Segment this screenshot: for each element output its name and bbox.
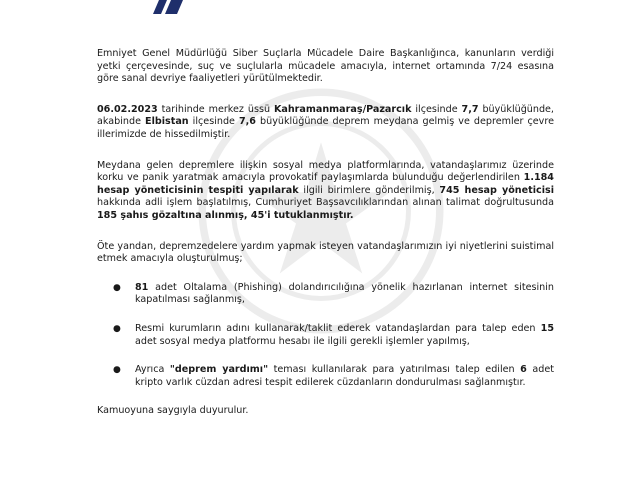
bullet-icon: ●: [113, 282, 121, 293]
press-release-body: [97, 48, 554, 418]
bullet-text: [135, 364, 554, 389]
text: Ayrıca: [135, 364, 170, 376]
earthquake-paragraph: [97, 104, 554, 142]
text: adet Oltalama (Phishing) dolandırıcılığına yönelik hazırlanan internet sitesinin kapatılması sağlanmış,: [135, 281, 554, 306]
social-media-paragraph: [97, 160, 554, 223]
text: büyüklüğünde, akabinde: [97, 103, 554, 128]
text: adet kripto varlık cüzdan adresi tespit edilerek cüzdanların dondurulması sağlanmıştır.: [135, 364, 554, 388]
text: ilgili birimlere gönderilmiş,: [298, 184, 440, 196]
bullet-icon: ●: [113, 323, 121, 334]
list-item: [97, 364, 554, 389]
bullet-icon: ●: [113, 365, 121, 376]
text: adet sosyal medya platformu hesabı ile ilgili gerekli işlemler yapılmış,: [135, 335, 470, 347]
date: 06.02.2023: [97, 103, 158, 115]
bullet-text: [135, 282, 554, 307]
bullet-text: [135, 323, 554, 348]
bold-text: "deprem yardımı": [169, 364, 269, 376]
bold-text: 1.184 hesap yöneticisinin tespiti yapılarak: [97, 172, 554, 196]
bold-text: 81: [135, 281, 149, 293]
text: büyüklüğünde deprem meydana gelmiş ve depremler çevre illerimizde de hissedilmiştir.: [97, 116, 555, 140]
text: ilçesinde: [188, 116, 239, 128]
text: Meydana gelen depremlere ilişkin sosyal medya platformlarında, vatandaşlarımız üzerinde korku ve panik yaratmak amacıyla provokatif paylaşımlarda bulunduğu değerlendirilen: [97, 159, 554, 184]
intro-paragraph: Emniyet Genel Müdürlüğü Siber Suçlarla Mücadele Daire Başkanlığınca, kanunların verdiği yetki çerçevesinde, suç ve suçlularla mücadele amacıyla, internet ortamında 7/24 esasına göre sanal devriye faaliyetleri yürütülmektedir.: [97, 48, 554, 85]
bold-text: 6: [520, 364, 527, 376]
logo-mark: [153, 0, 193, 14]
closing-line: Kamuoyuna saygıyla duyurulur.: [97, 405, 249, 417]
fraud-intro-paragraph: Öte yandan, depremzedelere yardım yapmak isteyen vatandaşlarımızın iyi niyetlerini suistimal etmek amacıyla oluşturulmuş;: [97, 240, 554, 265]
magnitude-1: 7,7: [461, 103, 479, 115]
magnitude-2: 7,6: [238, 116, 256, 128]
text: Resmi kurumların adını kullanarak/taklit ederek vatandaşlardan para talep eden: [135, 322, 541, 334]
bold-text: 15: [540, 322, 554, 334]
list-item: [97, 282, 554, 307]
text: teması kullanılarak para yatırılması talep edilen: [268, 364, 521, 376]
text: ilçesinde: [411, 103, 462, 115]
location-2: Elbistan: [145, 116, 189, 128]
location: Kahramanmaraş/Pazarcık: [273, 103, 412, 115]
text: hakkında adli işlem başlatılmış, Cumhuriyet Başsavcılıklarından alınan talimat doğrultusunda: [97, 197, 554, 209]
bold-text: 185 şahıs gözaltına alınmış, 45'i tutuklanmıştır.: [97, 209, 354, 221]
text: tarihinde merkez üssü: [157, 103, 274, 115]
list-item: [97, 323, 554, 348]
bold-text: 745 hesap yöneticisi: [439, 184, 554, 196]
